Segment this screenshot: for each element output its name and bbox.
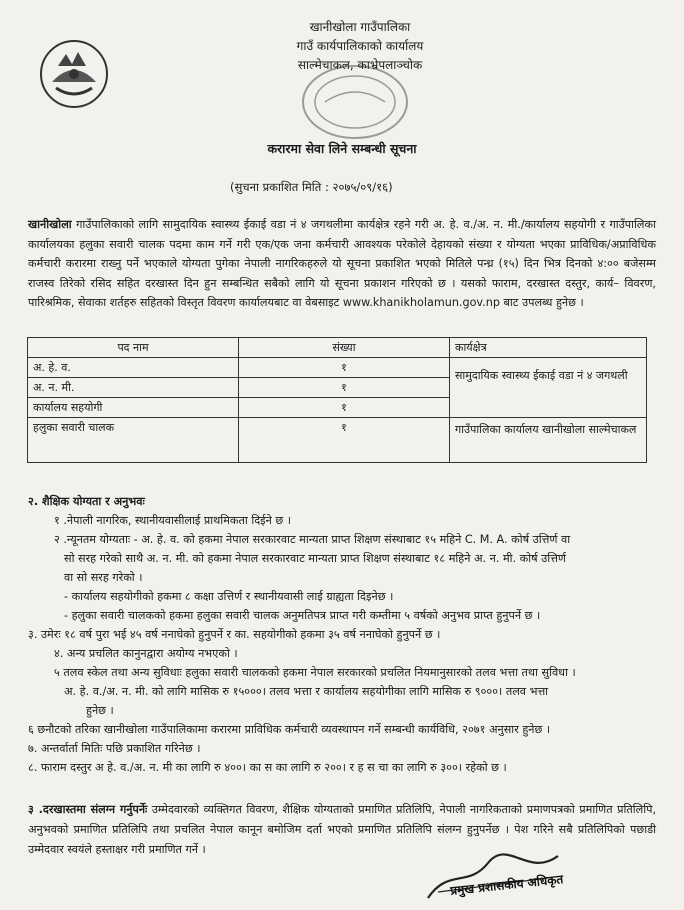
government-emblem-icon [38, 38, 110, 110]
post-cell: कार्यालय सहयोगी [28, 398, 239, 418]
count-cell: १ [239, 358, 450, 378]
intro-text: गाउँपालिकाको लागि सामुदायिक स्वास्थ्य ईकाई वडा नं ४ जगथलीमा कार्यक्षेत्र रहने गरी अ. हे. व./अ. न. मी./कार्यालय सहयोगी र गाउँपालिका कार्यालयका हलुका सवारी चालक पदमा काम गर्ने गरी एक/एक जना कर्मचारी आवश्यक परेकोले देहायको संख्या र योग्यता भएका प्राविधिक/अप्राविधिक कर्मचारी करारमा राख्नु पर्ने भएकाले योग्यता पुगेका नेपाली नागरिकहरुले यो सूचना प्रकाशित भएको मितिले पन्ध्र (१५) दिन भित्र दिनको ४:०० बजेसम्म राजस्व तिरेको रसिद सहित दरखास्त दिन हुन सम्बन्धित सबैको लागि यो सूचना प्रकाशन गरिएको छ । यसको फाराम, दरखास्त दस्तुर, कार्य– विवरण, पारिश्रमिक, सेवाका शर्तहरु सहितको विस्तृत विवरण कार्यालयबाट वा वेबसाइट www.khanikholamun.gov.np बाट उपलब्ध हुनेछ । [28, 218, 656, 309]
area-cell: सामुदायिक स्वास्थ्य ईकाई वडा नं ४ जगथली [450, 358, 647, 418]
list-item: ७. अन्तर्वार्ता मितिः पछि प्रकाशित गरिनेछ । [28, 742, 201, 755]
header-office: गाउँ कार्यपालिकाको कार्यालय [296, 39, 424, 53]
post-cell: अ. हे. व. [28, 358, 239, 378]
list-item: सो सरह गरेको साथै अ. न. मी. को हकमा नेपाल सरकारवाट मान्यता प्राप्त शिक्षण संस्थाबाट १८ महिने अ. न. मी. कोर्ष उत्तिर्ण [64, 552, 567, 565]
list-item: ६ छनौटको तरिका खानीखोला गाउँपालिकामा करारमा प्राविधिक कर्मचारी व्यवस्थापन गर्ने सम्बन्धी कार्यविधि, २०७१ अनुसार हुनेछ । [28, 723, 551, 736]
signature-title: प्रमुख प्रशासकीय अधिकृत [449, 872, 564, 898]
list-item: ३. उमेरः १८ वर्ष पुरा भई ४५ वर्ष ननाघेको हुनुपर्ने र का. सहयोगीको हकमा ३५ वर्ष ननाघेको हुनुपर्ने छ । [28, 628, 441, 641]
list-item: २ .न्यूनतम योग्यताः - अ. हे. व. को हकमा नेपाल सरकारवाट मान्यता प्राप्त शिक्षण संस्थाबाट १५ महिने C. M. A. कोर्ष उत्तिर्ण वा [54, 533, 571, 546]
header-area: कार्यक्षेत्र [450, 338, 647, 358]
table-row [28, 358, 647, 378]
list-item: - कार्यालय सहयोगीको हकमा ८ कक्षा उत्तिर्ण र स्थानीयवासी लाई ग्राह्यता दिइनेछ । [64, 590, 394, 603]
list-item: ५ तलव स्केल तथा अन्य सुविधाः हलुका सवारी चालकको हकमा नेपाल सरकारको प्रचलित नियमानुसारको तलव भत्ता तथा सुविधा । [54, 666, 576, 679]
header-post: पद नाम [28, 338, 239, 358]
area-cell: गाउँपालिका कार्यालय खानीखोला साल्मेचाकल [450, 418, 647, 463]
header-count: संख्या [239, 338, 450, 358]
section-qualification [28, 492, 668, 777]
intro-lead: खानीखोला [28, 218, 72, 231]
count-cell: १ [239, 398, 450, 418]
list-item: अ. हे. व./अ. न. मी. को लागि मासिक रु १५०००। तलव भत्ता र कार्यालय सहयोगीका लागि मासिक रु ९०००। तलव भत्ता [64, 685, 549, 698]
list-item: - हलुका सवारी चालकको हकमा हलुका सवारी चालक अनुमतिपत्र प्राप्त गरी कम्तीमा ५ वर्षको अनुभव प्राप्त हुनुपर्ने छ । [64, 609, 541, 622]
table-header-row [28, 338, 647, 358]
list-item: हुनेछ । [86, 704, 114, 717]
section2-heading: २. शैक्षिक योग्यता र अनुभवः [28, 495, 145, 508]
list-item: वा सो सरह गरेको । [64, 571, 143, 584]
posts-table [27, 337, 647, 463]
intro-paragraph [28, 215, 656, 313]
count-cell: १ [239, 378, 450, 398]
section3-heading: ३ .दरखास्तमा संलग्न गर्नुपर्नेः [28, 803, 148, 816]
header-address: साल्मेचाकल, काभ्रेपलाञ्चोक [297, 58, 423, 72]
post-cell: अ. न. मी. [28, 378, 239, 398]
notice-title: करारमा सेवा लिने सम्बन्धी सूचना [267, 141, 417, 156]
list-item: १ .नेपाली नागरिक, स्थानीयवासीलाई प्राथमिकता दिईने छ । [54, 514, 292, 527]
office-stamp-icon [300, 62, 410, 142]
list-item: ४. अन्य प्रचलित कानुनद्वारा अयोग्य नभएको । [54, 647, 238, 660]
count-cell: १ [239, 418, 450, 463]
publication-date: (सुचना प्रकाशित मिति : २०७५/०९/१६) [230, 180, 393, 194]
table-row [28, 418, 647, 463]
header-municipality: खानीखोला गाउँपालिका [309, 20, 411, 34]
section3-text: उम्मेदवारको व्यक्तिगत विवरण, शैक्षिक योग्यताको प्रमाणित प्रतिलिपि, नेपाली नागरिकताको प्रमाणपत्रको प्रमाणित प्रतिलिपि, अनुभवको प्रमाणित प्रतिलिपि तथा प्रचलित नेपाल कानून बमोजिम दर्ता भएको प्रमाणित प्रतिलिपि संलग्न हुनुपर्नेछ । पेश गरिने सबै प्रतिलिपिको पछाडी उम्मेदवार स्वयंले हस्ताक्षर गरी प्रमाणित गर्ने । [28, 803, 657, 856]
list-item: ८. फाराम दस्तुर अ हे. व./अ. न. मी का लागि रु ४००। का स का लागि रु २००। र ह स चा का लागि रु ३००। रहेको छ । [28, 761, 507, 774]
post-cell: हलुका सवारी चालक [28, 418, 239, 463]
